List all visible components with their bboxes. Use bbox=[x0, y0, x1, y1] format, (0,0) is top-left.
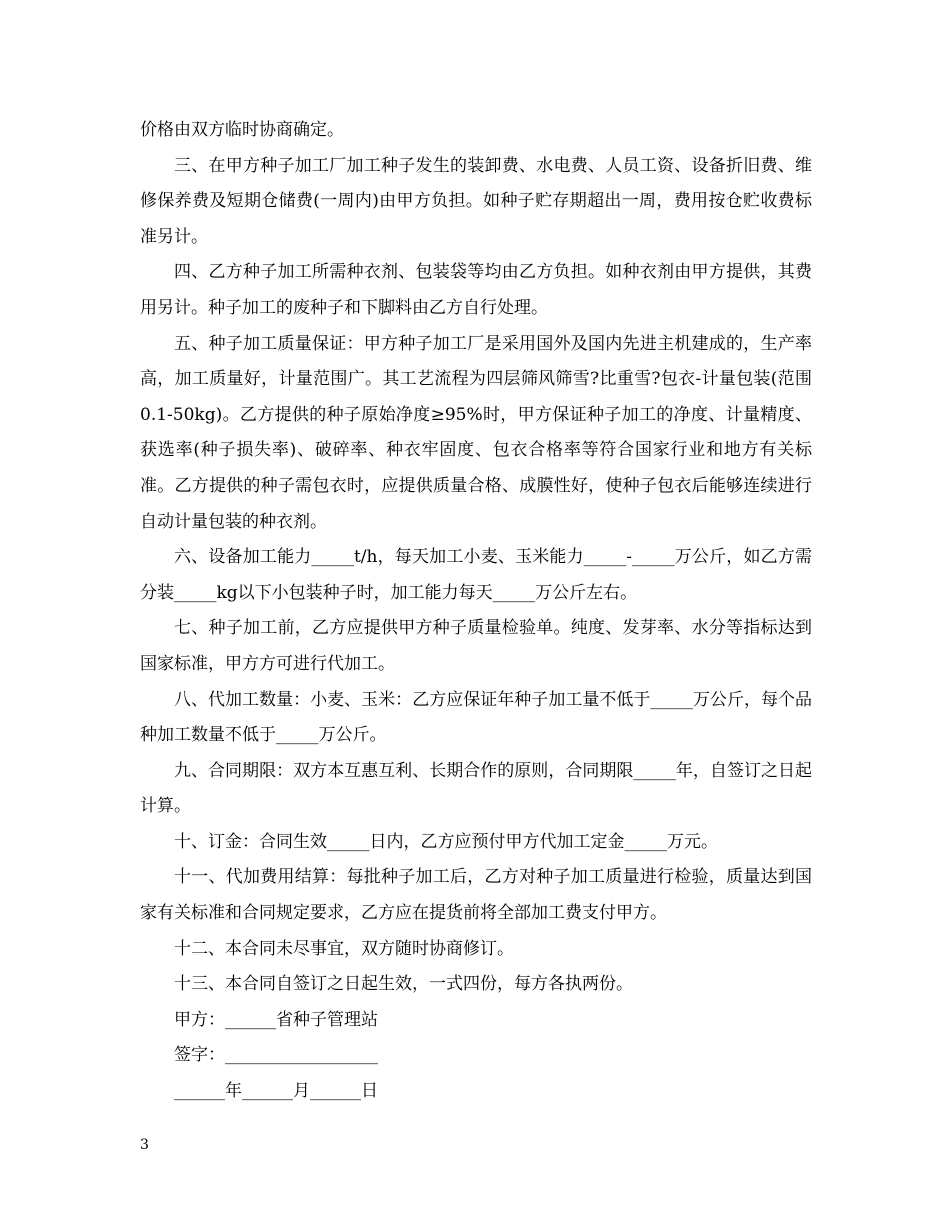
clause-5-quality-guarantee: 五、种子加工质量保证：甲方种子加工厂是采用国外及国内先进主机建成的，生产率高，加工质量好，计量范围广。其工艺流程为四层筛风筛雪?比重雪?包衣-计量包装(范围0.1-50kg)。乙方提供的种子原始净度≥95%时，甲方保证种子加工的净度、计量精度、获选率(种子损失率)、破碎率、种衣牢固度、包衣合格率等符合国家行业和地方有关标准。乙方提供的种子需包衣时，应提供质量合格、成膜性好，使种子包衣后能够连续进行自动计量包装的种衣剂。 bbox=[140, 333, 812, 532]
clause-13-effectiveness: 十三、本合同自签订之日起生效，一式四份，每方各执两份。 bbox=[174, 974, 633, 995]
signature-line: 签字：__________________ bbox=[174, 1045, 378, 1066]
date-line: ______年______月______日 bbox=[174, 1081, 378, 1102]
clause-4-materials: 四、乙方种子加工所需种衣剂、包装袋等均由乙方负担。如种衣剂由甲方提供，其费用另计。种子加工的废种子和下脚料由乙方自行处理。 bbox=[140, 262, 812, 318]
contract-body bbox=[140, 113, 812, 1110]
paragraph-price-negotiation: 价格由双方临时协商确定。 bbox=[140, 120, 344, 140]
clause-11-settlement: 十一、代加费用结算：每批种子加工后，乙方对种子加工质量进行检验，质量达到国家有关标准和合同规定要求，乙方应在提货前将全部加工费支付甲方。 bbox=[140, 867, 812, 924]
clause-10-deposit: 十、订金：合同生效_____日内，乙方应预付甲方代加工定金_____万元。 bbox=[174, 831, 718, 852]
party-a-line: 甲方：______省种子管理站 bbox=[174, 1009, 378, 1030]
clause-9-term: 九、合同期限：双方本互惠互利、长期合作的原则，合同期限_____年，自签订之日起计算。 bbox=[140, 760, 812, 817]
clause-12-amendments: 十二、本合同未尽事宜，双方随时协商修订。 bbox=[174, 938, 514, 959]
clause-8-quantity: 八、代加工数量：小麦、玉米：乙方应保证年种子加工量不低于_____万公斤，每个品种加工数量不低于_____万公斤。 bbox=[140, 689, 812, 746]
page-number: 3 bbox=[140, 1137, 149, 1153]
clause-7-inspection: 七、种子加工前，乙方应提供甲方种子质量检验单。纯度、发芽率、水分等指标达到国家标准，甲方方可进行代加工。 bbox=[140, 618, 812, 674]
clause-3-fees: 三、在甲方种子加工厂加工种子发生的装卸费、水电费、人员工资、设备折旧费、维修保养费及短期仓储费(一周内)由甲方负担。如种子贮存期超出一周，费用按仓贮收费标准另计。 bbox=[140, 155, 812, 247]
clause-6-capacity: 六、设备加工能力_____t/h，每天加工小麦、玉米能力_____-_____万公斤，如乙方需分装_____kg以下小包装种子时，加工能力每天_____万公斤左右。 bbox=[140, 547, 812, 603]
